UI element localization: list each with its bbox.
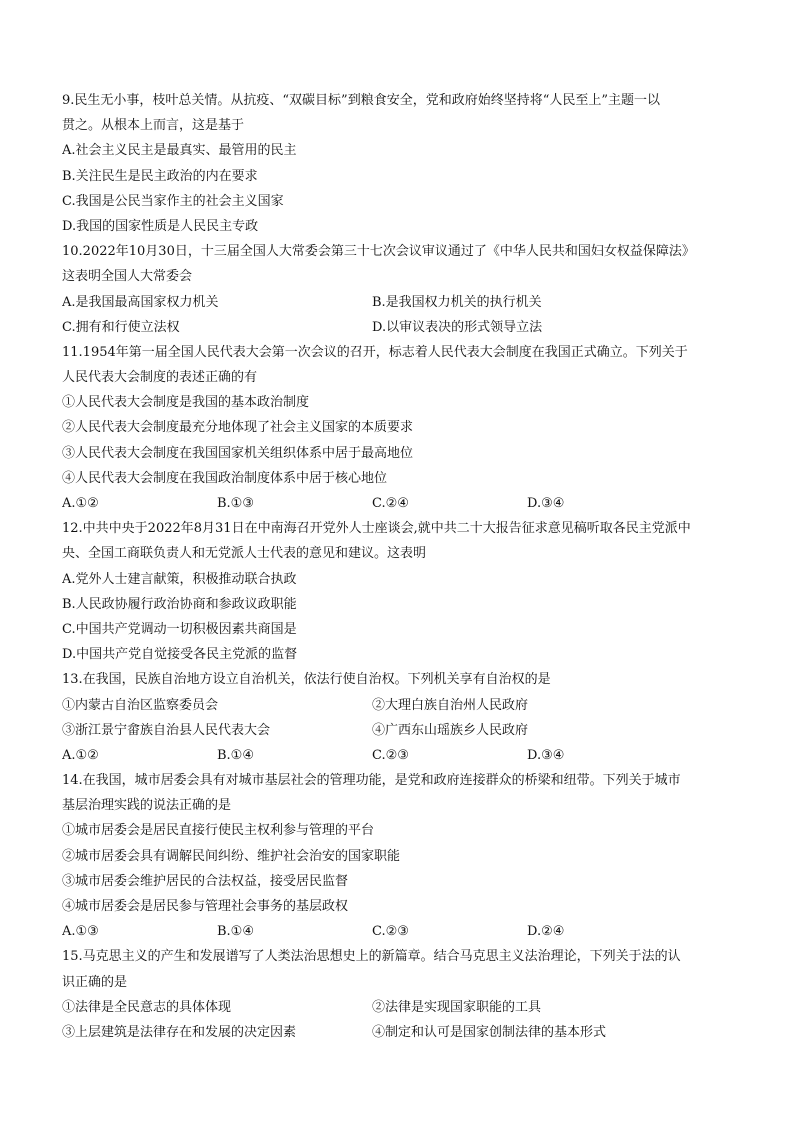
question-9 [62,88,734,239]
question-15 [62,944,734,1045]
exam-page [62,88,734,1045]
option-d: D.我国的国家性质是人民民主专政 [62,218,259,234]
option-row [62,290,734,315]
question-stem-line: 10.2022年10月30日，十三届全国人大常委会第三十七次会议审议通过了《中华人民共和国妇女权益保障法》 [62,244,695,260]
option-c: C.②③ [372,747,409,763]
question-stem-line: 这表明全国人大常委会 [62,269,193,285]
option-a: A.党外人士建言献策，积极推动联合执政 [62,571,297,587]
question-stem-line: 13.在我国，民族自治地方设立自治机关，依法行使自治权。下列机关享有自治权的是 [62,672,551,688]
option-c: C.②③ [372,924,409,940]
option-a: A.是我国最高国家权力机关 [62,294,219,310]
option-b: B.是我国权力机关的执行机关 [372,294,542,310]
option-a: A.①③ [62,924,99,940]
statement-1: ①人民代表大会制度是我国的基本政治制度 [62,395,310,411]
option-b: B.人民政协履行政治协商和参政议政职能 [62,596,297,612]
question-11 [62,340,734,516]
option-row [62,491,734,516]
option-row [62,919,734,944]
statement-4: ④城市居委会是居民参与管理社会事务的基层政权 [62,899,349,914]
question-14 [62,768,734,944]
statement-4: ④人民代表大会制度在我国政治制度体系中居于核心地位 [62,470,388,486]
question-12 [62,516,734,667]
question-13 [62,667,734,768]
option-c: C.我国是公民当家作主的社会主义国家 [62,193,284,209]
option-c: C.中国共产党调动一切积极因素共商国是 [62,621,297,637]
option-a: A.①② [62,747,99,763]
question-10 [62,239,734,340]
statement-3: ③城市居委会维护居民的合法权益，接受居民监督 [62,873,349,889]
statement-2: ②法律是实现国家职能的工具 [372,999,542,1015]
option-d: D.③④ [527,496,565,511]
statement-2: ②大理白族自治州人民政府 [372,697,529,713]
option-row [62,315,734,340]
question-stem-line: 识正确的是 [62,974,128,990]
option-b: B.关注民生是民主政治的内在要求 [62,168,258,184]
option-b: B.①③ [217,496,254,511]
question-stem-line: 基层治理实践的说法正确的是 [62,798,232,814]
statement-row [62,693,734,718]
option-d: D.③④ [527,747,565,763]
statement-2: ②人民代表大会制度最充分地体现了社会主义国家的本质要求 [62,420,414,436]
option-b: B.①④ [217,747,254,763]
statement-row [62,718,734,743]
option-d: D.以审议表决的形式领导立法 [372,319,543,335]
question-stem-line: 11.1954年第一届全国人民代表大会第一次会议的召开，标志着人民代表大会制度在我国正式确立。下列关于 [62,344,688,360]
question-stem-line: 9.民生无小事，枝叶总关情。从抗疫、“双碳目标”到粮食安全，党和政府始终坚持将“人民至上”主题一以 [62,93,660,108]
statement-4: ④制定和认可是国家创制法律的基本形式 [372,1024,607,1040]
question-stem-line: 人民代表大会制度的表述正确的有 [62,370,258,386]
option-row [62,743,734,768]
option-b: B.①④ [217,924,254,940]
statement-1: ①城市居委会是居民直接行使民主权利参与管理的平台 [62,823,375,839]
option-a: A.①② [62,496,99,511]
question-stem-line: 12.中共中央于2022年8月31日在中南海召开党外人士座谈会,就中共二十大报告征求意见稿听取各民主党派中 [62,521,691,537]
option-c: C.②④ [372,496,409,511]
statement-row [62,995,734,1020]
question-stem-line: 15.马克思主义的产生和发展谱写了人类法治思想史上的新篇章。结合马克思主义法治理论，下列关于法的认 [62,949,681,965]
statement-1: ①法律是全民意志的具体体现 [62,999,232,1015]
statement-2: ②城市居委会具有调解民间纠纷、维护社会治安的国家职能 [62,848,401,864]
question-stem-line: 贯之。从根本上而言，这是基于 [62,118,245,134]
option-d: D.中国共产党自觉接受各民主党派的监督 [62,647,298,663]
statement-3: ③人民代表大会制度在我国国家机关组织体系中居于最高地位 [62,445,414,461]
statement-row [62,1020,734,1045]
statement-3: ③上层建筑是法律存在和发展的决定因素 [62,1024,297,1040]
option-c: C.拥有和行使立法权 [62,319,180,335]
statement-1: ①内蒙古自治区监察委员会 [62,697,219,713]
option-d: D.②④ [527,924,565,940]
question-stem-line: 央、全国工商联负责人和无党派人士代表的意见和建议。这表明 [62,546,427,562]
option-a: A.社会主义民主是最真实、最管用的民主 [62,143,297,159]
question-stem-line: 14.在我国，城市居委会具有对城市基层社会的管理功能，是党和政府连接群众的桥梁和纽带。下列关于城市 [62,773,681,789]
statement-3: ③浙江景宁畲族自治县人民代表大会 [62,722,271,738]
statement-4: ④广西东山瑶族乡人民政府 [372,722,529,738]
